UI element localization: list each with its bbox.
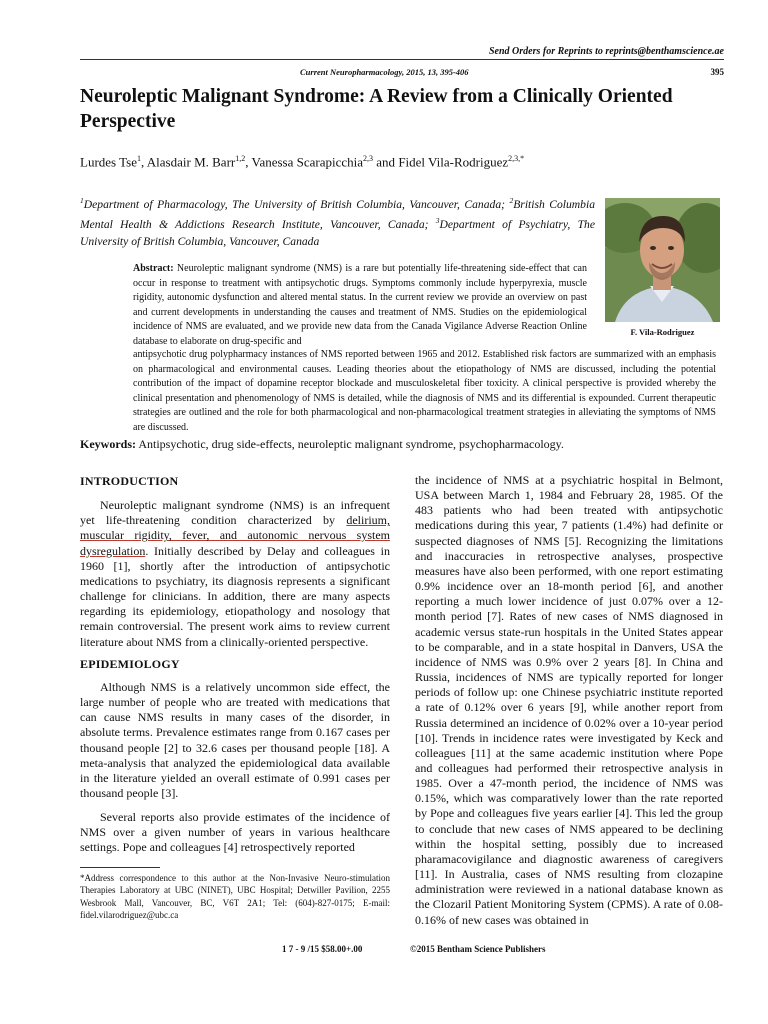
correspondence-footnote: *Address correspondence to this author at the Non-Invasive Neuro-stimulation Therapies Laboratory at UBC (NINET), UBC Hospital; Detwiller Pavilion, 2255 Wesbrook Mall, Vancouver, BC, V6T 2A1; Tel: (604)-827-0175; E-mail: fidel.vilarodriguez@ubc.ca (80, 873, 390, 920)
abstract-label: Abstract: (133, 263, 174, 274)
right-column (415, 473, 723, 928)
affiliation: Department of Pharmacology, The University of British Columbia, Vancouver, Canada; (83, 197, 510, 211)
footer-copyright: ©2015 Bentham Science Publishers (410, 944, 546, 954)
footer-issn: 1 7 - 9 /15 $58.00+.00 (282, 944, 363, 954)
affil-sup: 3 (435, 216, 440, 226)
keywords (80, 437, 720, 452)
author-name: Vanessa Scarapicchia (251, 154, 364, 170)
affiliation: British Columbia Mental Health & Addictions Research Institute, Vancouver, Canada; (80, 197, 595, 232)
abstract-part-2: antipsychotic drug polypharmacy instances of NMS reported between 1965 and 2012. Established risk factors are summarized with an emphasis on pharmacological and environmental causes. Leading theories about the etiopathology of NMS are discussed, including the potential contribution of the impact of dopamine receptor blockade and musculoskeletal fiber toxicity. A clinical perspective is provided whereby the clinical presentation and phenomenology of NMS is detailed, while the diagnosis of NMS and its differential is expounded. Current therapeutic strategies are outlined and the role for both pharmacological and non-pharmacological treatment strategies in alleviating the symptoms of NMS are discussed. (133, 349, 716, 433)
intro-text: Neuroleptic malignant syndrome (NMS) is an infrequent yet life-threatening condition characterized by (80, 498, 390, 528)
intro-text: . Initially described by Delay and colleagues in 1960 [1], shortly after the introduction of antipsychotic medications to psychiatry, its diagnosis represents a significant challenge for clinicians. In addition, there are many aspects regarding its epidemiology, etiopathology and nosology that remain controversial. The present work aims to review current literature about NMS from a clinically-oriented perspective. (80, 543, 390, 649)
epidemiology-paragraph: Although NMS is a relatively uncommon side effect, the large number of people who are treated with medications that can cause NMS results in many cases of the disorder, in absolute terms. Prevalence estimates range from 0.167 cases per thousand people [2] to 32.6 cases per thousand people [18]. A meta-analysis that analyzed the epidemiological data available in the literature yielded an overall estimate of 0.991 cases per thousand people [3]. (80, 679, 390, 800)
epidemiology-paragraph-continued: the incidence of NMS at a psychiatric hospital in Belmont, USA between March 1, 1984 and February 28, 1985. Of the 483 patients who had been treated with antipsychotic medications during this year, 7 patients (1.4%) had definite or suspected diagnoses of NMS [5]. Recognizing the limitations and inaccuracies in retrospective analyses, prospective measures have also been performed, with one report estimating 0.9% incidence over an 18-month period [6], and another reporting a much lower incidence of just 0.07% over a 12-month period [7]. Rates of new cases of NMS diagnosed in academic versus state-run hospitals in the United States appear to be comparable, and in a state hospital in Danvers, USA the incidence of NMS was 0.9% over 2 years [8]. In China and Russia, incidences of NMS are typically reported for longer periods of follow up: one Chinese psychiatric institute reported a rate of 0.12% over 6 years [9], while another report from Russia determined an incidence of 0.02% over a 10-year period [10]. Trends in incidence rates were investigated by Keck and colleagues [11] at the same academic institution where Pope and colleagues had performed their retrospective analysis in 1985. Over a 47-month period, the incidence of NMS was 0.15%, which was comparatively lower than the rate reported by Pope and colleagues five years earlier [4]. This led the group to conclude that new cases of NMS appeared to be declining within the hospital setting, possibly due to increased pharamacovigilance and diagnostic awareness of caregivers [11]. In Australia, cases of NMS resulting from clozapine administration were reviewed in a national database known as the Clozaril Patient Monitoring System (CPMS). A rate of 0.08-0.16% of new cases was obtained in (415, 473, 723, 927)
page-number: 395 (710, 67, 724, 77)
author-separator: , (245, 154, 252, 170)
journal-volume: , 2015, 13, 395-406 (401, 67, 469, 77)
journal-citation (300, 67, 469, 77)
keywords-text: Antipsychotic, drug side-effects, neuroleptic malignant syndrome, psychopharmacology. (138, 437, 564, 451)
author-photo-illustration (605, 198, 720, 322)
author-separator: and (373, 154, 399, 170)
author-affil-sup: 2,3,* (508, 154, 525, 163)
affil-sup: 1 (80, 196, 84, 205)
footnote-rule (80, 867, 160, 868)
epidemiology-paragraph: Several reports also provide estimates of the incidence of NMS over a given number of years in various healthcare settings. Pope and colleagues [4] retrospectively reported (80, 810, 390, 855)
author-name: Alasdair M. Barr (146, 154, 236, 170)
author-affil-sup: 1,2 (235, 154, 246, 163)
author-list (80, 154, 524, 170)
author-name: Fidel Vila-Rodriguez (398, 154, 509, 170)
header-rule (80, 59, 724, 60)
intro-paragraph (80, 498, 390, 650)
symptom-list-underlined: delirium, muscular rigidity, fever, and autonomic nervous system dysregulation (80, 513, 390, 558)
author-name: Lurdes Tse (80, 154, 137, 170)
author-affil-sup: 2,3 (363, 154, 374, 163)
keywords-label: Keywords: (80, 437, 136, 451)
paper-title: Neuroleptic Malignant Syndrome: A Review from a Clinically Oriented Perspective (80, 86, 673, 132)
section-heading-epidemiology: EPIDEMIOLOGY (80, 656, 180, 671)
author-separator: , (140, 154, 147, 170)
abstract-text: Neuroleptic malignant syndrome (NMS) is a rare but potentially life-threatening side-effect that can occur in response to treatment with antipsychotic drugs. Symptoms commonly include hyperpyrexia, muscle rigidity, autonomic dysfunction and altered mental status. In the current review we provide an overview on past and current developments in understanding the causes and treatment of NMS. Studies on the epidemiological incidence of NMS are evaluated, and we provide new data from the Canada Vigilance Adverse Reaction Online database to elaborate on drug-specific and (133, 263, 587, 347)
abstract-part-1 (133, 262, 587, 349)
journal-name: Current Neuropharmacology (300, 67, 402, 77)
author-affil-sup: 1 (136, 154, 141, 163)
photo-caption: F. Vila-Rodriguez (630, 327, 695, 337)
left-column (80, 474, 390, 856)
affil-sup: 2 (509, 196, 514, 205)
author-photo (605, 198, 720, 322)
section-heading-introduction: INTRODUCTION (80, 474, 179, 488)
reprints-notice: Send Orders for Reprints to reprints@benthamscience.ae (489, 46, 724, 57)
affiliations (80, 193, 595, 250)
affiliation: Department of Psychiatry, The University of British Columbia, Vancouver, Canada (80, 218, 595, 248)
